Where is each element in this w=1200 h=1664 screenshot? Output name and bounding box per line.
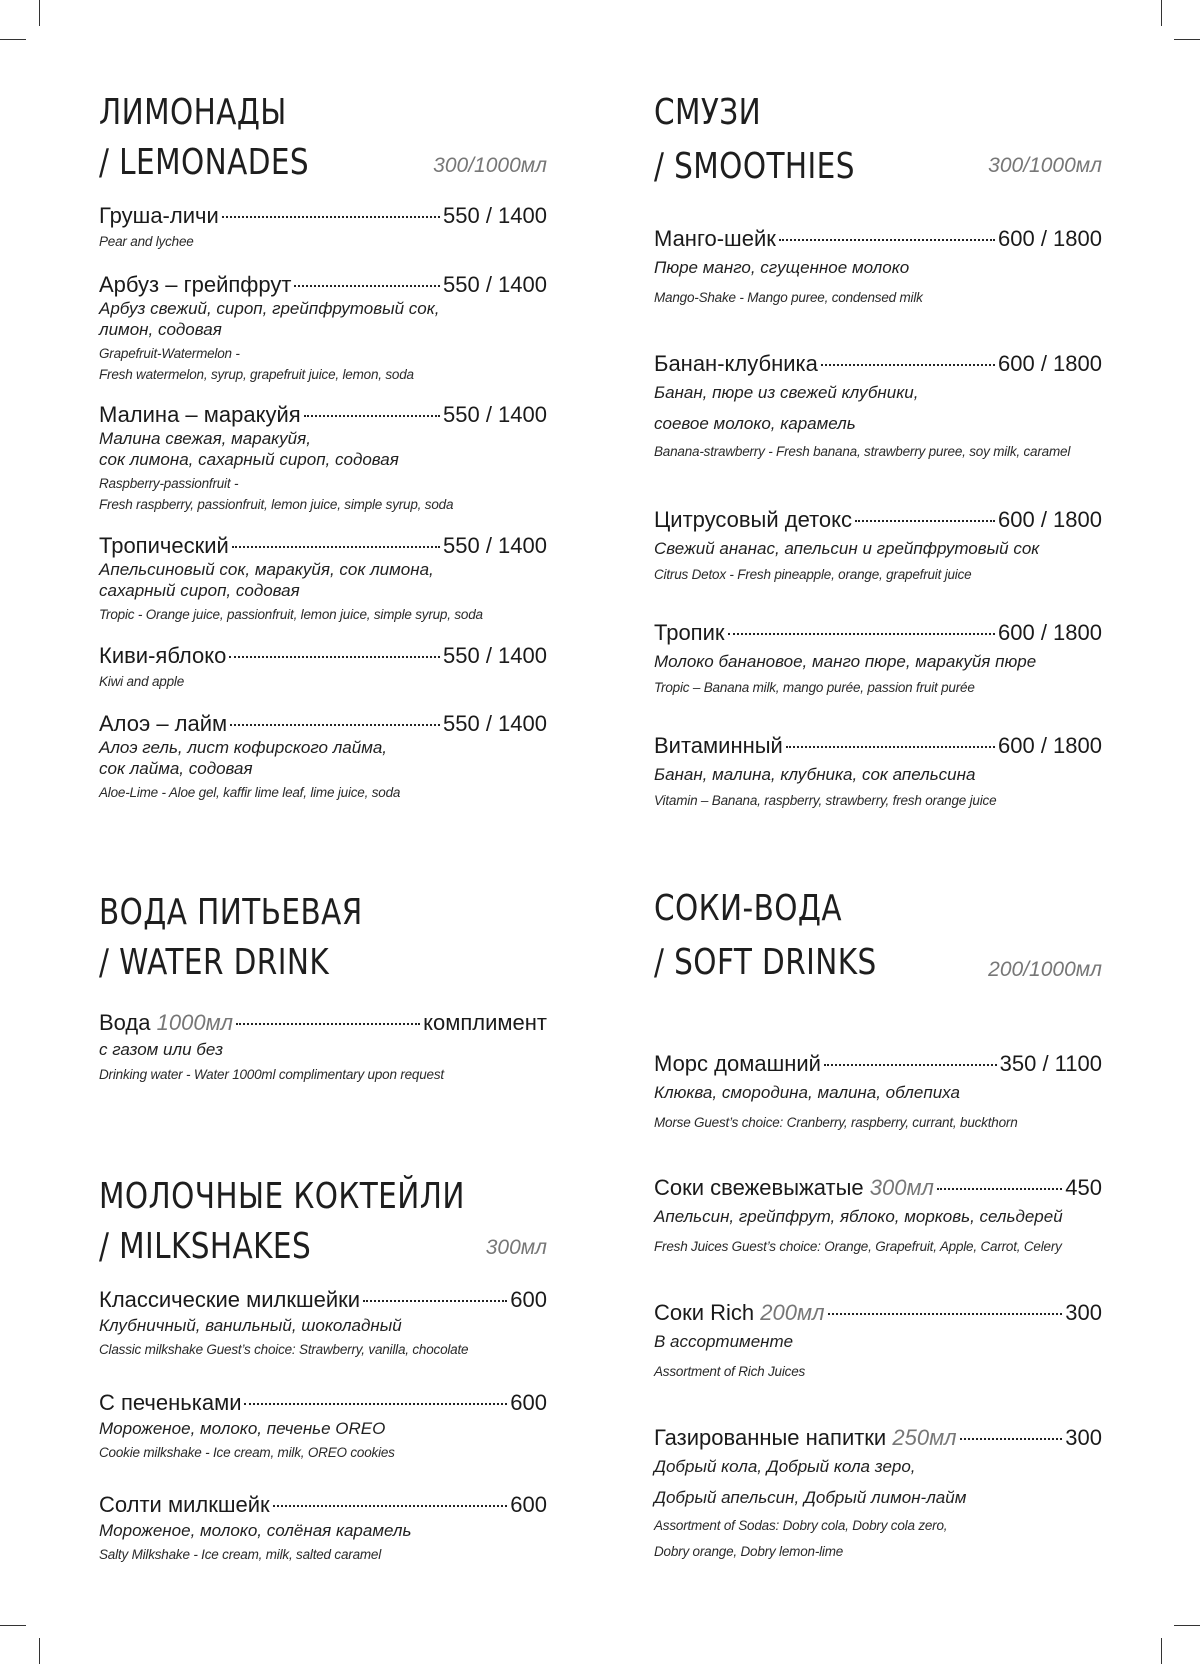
section-title-ru: СМУЗИ bbox=[654, 92, 762, 133]
section-smoothies bbox=[654, 88, 1102, 192]
item-price: 600 / 1800 bbox=[998, 733, 1102, 758]
item-description-ru: Алоэ гель, лист кофирского лайма, bbox=[99, 738, 388, 757]
section-title-en: / MILKSHAKES bbox=[99, 1226, 312, 1267]
item-volume: 1000мл bbox=[156, 1010, 234, 1035]
item-description-en: Classic milkshake Guest’s choice: Strawberry, vanilla, chocolate bbox=[99, 1342, 469, 1357]
item-price: 550 / 1400 bbox=[443, 643, 547, 668]
item-price: 450 bbox=[1065, 1175, 1102, 1200]
item-name: Банан-клубника bbox=[654, 351, 818, 376]
section-title-ru: ВОДА ПИТЬЕВАЯ bbox=[99, 892, 363, 933]
menu-item bbox=[654, 1300, 1102, 1382]
item-name: Соки свежевыжатые 300мл bbox=[654, 1175, 934, 1200]
dot-leader bbox=[821, 364, 995, 366]
item-price: 600 bbox=[510, 1492, 547, 1517]
item-price: 350 / 1100 bbox=[999, 1051, 1102, 1076]
crop-mark bbox=[0, 1625, 26, 1626]
section-title-en: / SOFT DRINKS bbox=[654, 942, 877, 983]
dot-leader bbox=[229, 656, 440, 658]
section-water bbox=[99, 888, 547, 988]
section-title-en: / LEMONADES bbox=[99, 142, 310, 183]
menu-item bbox=[654, 351, 1102, 462]
dot-leader bbox=[728, 633, 996, 635]
item-description-ru: Мороженое, молоко, солёная карамель bbox=[99, 1521, 412, 1540]
item-name: Цитрусовый детокс bbox=[654, 507, 853, 532]
item-description-ru: Клюква, смородина, малина, облепиха bbox=[654, 1083, 960, 1102]
item-price: 300 bbox=[1065, 1300, 1102, 1325]
item-price: 600 / 1800 bbox=[998, 351, 1102, 376]
item-description-ru: соевое молоко, карамель bbox=[654, 414, 856, 433]
menu-item bbox=[654, 507, 1102, 585]
item-description-en: Citrus Detox - Fresh pineapple, orange, grapefruit juice bbox=[654, 567, 972, 582]
crop-mark bbox=[39, 1638, 40, 1664]
menu-item bbox=[99, 1492, 547, 1565]
item-description-ru: с газом или без bbox=[99, 1040, 223, 1059]
section-title-ru: МОЛОЧНЫЕ КОКТЕЙЛИ bbox=[99, 1176, 465, 1217]
item-description-en: Fresh raspberry, passionfruit, lemon juice, simple syrup, soda bbox=[99, 497, 454, 512]
dot-leader bbox=[779, 239, 995, 241]
item-description-ru: сок лайма, содовая bbox=[99, 759, 253, 778]
menu-item bbox=[99, 711, 547, 803]
item-description-en: Drinking water - Water 1000ml complimentary upon request bbox=[99, 1067, 444, 1082]
item-description-en: Mango-Shake - Mango puree, condensed milk bbox=[654, 290, 923, 305]
item-name: Арбуз – грейпфрут bbox=[99, 272, 292, 297]
item-description-en: Vitamin – Banana, raspberry, strawberry, fresh orange juice bbox=[654, 793, 997, 808]
section-title-en: / SMOOTHIES bbox=[654, 146, 855, 187]
item-description-ru: Банан, малина, клубника, сок апельсина bbox=[654, 765, 976, 784]
menu-item bbox=[654, 1051, 1102, 1133]
dot-leader bbox=[232, 546, 440, 548]
menu-item bbox=[654, 226, 1102, 308]
crop-mark bbox=[1174, 39, 1200, 40]
item-description-en: Fresh watermelon, syrup, grapefruit juice, lemon, soda bbox=[99, 367, 414, 382]
item-name: Витаминный bbox=[654, 733, 783, 758]
dot-leader bbox=[937, 1188, 1062, 1190]
item-volume: 250мл bbox=[892, 1425, 957, 1450]
menu-item bbox=[99, 1287, 547, 1360]
dot-leader bbox=[828, 1313, 1063, 1315]
dot-leader bbox=[273, 1505, 508, 1507]
dot-leader bbox=[786, 746, 995, 748]
item-description-ru: сок лимона, сахарный сироп, содовая bbox=[99, 450, 399, 469]
volume-label: 300/1000мл bbox=[433, 154, 547, 177]
item-volume: 300мл bbox=[869, 1175, 934, 1200]
dot-leader bbox=[222, 216, 440, 218]
dot-leader bbox=[230, 724, 440, 726]
menu-item bbox=[99, 402, 547, 515]
item-description-en: Kiwi and apple bbox=[99, 674, 185, 689]
item-price: 600 / 1800 bbox=[998, 507, 1102, 532]
dot-leader bbox=[294, 285, 440, 287]
item-price: 550 / 1400 bbox=[443, 533, 547, 558]
section-title-en: / WATER DRINK bbox=[99, 942, 330, 983]
item-description-ru: Свежий ананас, апельсин и грейпфрутовый сок bbox=[654, 539, 1040, 558]
dot-leader bbox=[855, 520, 995, 522]
menu-item bbox=[99, 533, 547, 625]
crop-mark bbox=[1161, 1638, 1162, 1664]
item-name: Тропик bbox=[654, 620, 725, 645]
item-description-en: Aloe-Lime - Aloe gel, kaffir lime leaf, lime juice, soda bbox=[99, 785, 401, 800]
item-name: Груша-личи bbox=[99, 203, 219, 228]
item-description-en: Dobry orange, Dobry lemon-lime bbox=[654, 1544, 844, 1559]
dot-leader bbox=[960, 1438, 1063, 1440]
item-price: комплимент bbox=[423, 1010, 547, 1035]
section-lemonades bbox=[99, 88, 547, 188]
item-name: Алоэ – лайм bbox=[99, 711, 228, 736]
item-name: Киви-яблоко bbox=[99, 643, 227, 668]
menu-item bbox=[99, 1390, 547, 1463]
section-title-ru: СОКИ-ВОДА bbox=[654, 888, 842, 929]
menu-item bbox=[99, 1010, 547, 1085]
item-description-en: Cookie milkshake - Ice cream, milk, OREO cookies bbox=[99, 1445, 395, 1460]
item-description-ru: Апельсиновый сок, маракуйя, сок лимона, bbox=[99, 560, 434, 579]
volume-label: 300/1000мл bbox=[988, 154, 1102, 177]
menu-item bbox=[654, 620, 1102, 698]
volume-label: 200/1000мл bbox=[988, 958, 1102, 981]
item-price: 550 / 1400 bbox=[443, 711, 547, 736]
item-description-en: Raspberry-passionfruit - bbox=[99, 476, 239, 491]
section-soft-drinks bbox=[654, 884, 1102, 988]
dot-leader bbox=[244, 1403, 507, 1405]
item-description-ru: Добрый апельсин, Добрый лимон-лайм bbox=[654, 1488, 967, 1507]
item-description-ru: Клубничный, ванильный, шоколадный bbox=[99, 1316, 402, 1335]
section-milkshakes bbox=[99, 1172, 547, 1272]
menu-item bbox=[99, 203, 547, 252]
item-price: 600 bbox=[510, 1390, 547, 1415]
menu-item bbox=[654, 733, 1102, 811]
item-price: 600 bbox=[510, 1287, 547, 1312]
item-name: Солти милкшейк bbox=[99, 1492, 270, 1517]
item-description-ru: Мороженое, молоко, печенье OREO bbox=[99, 1419, 386, 1438]
item-name: Манго-шейк bbox=[654, 226, 776, 251]
crop-mark bbox=[1161, 0, 1162, 26]
menu-item bbox=[99, 643, 547, 692]
item-description-en: Assortment of Sodas: Dobry cola, Dobry cola zero, bbox=[654, 1518, 948, 1533]
item-price: 550 / 1400 bbox=[443, 272, 547, 297]
menu-item bbox=[654, 1425, 1102, 1562]
item-description-en: Assortment of Rich Juices bbox=[654, 1364, 806, 1379]
item-description-ru: сахарный сироп, содовая bbox=[99, 581, 300, 600]
item-name: Газированные напитки 250мл bbox=[654, 1425, 957, 1450]
item-description-en: Salty Milkshake - Ice cream, milk, salted caramel bbox=[99, 1547, 382, 1562]
item-description-ru: Добрый кола, Добрый кола зеро, bbox=[654, 1457, 916, 1476]
dot-leader bbox=[363, 1300, 507, 1302]
item-description-en: Banana-strawberry - Fresh banana, strawberry puree, soy milk, caramel bbox=[654, 444, 1071, 459]
item-description-ru: Малина свежая, маракуйя, bbox=[99, 429, 311, 448]
item-description-en: Tropic – Banana milk, mango purée, passion fruit purée bbox=[654, 680, 975, 695]
dot-leader bbox=[304, 415, 440, 417]
dot-leader bbox=[824, 1064, 997, 1066]
item-price: 600 / 1800 bbox=[998, 226, 1102, 251]
item-description-en: Pear and lychee bbox=[99, 234, 194, 249]
menu-item bbox=[654, 1175, 1102, 1257]
item-price: 600 / 1800 bbox=[998, 620, 1102, 645]
item-price: 300 bbox=[1065, 1425, 1102, 1450]
crop-mark bbox=[0, 39, 26, 40]
volume-label: 300мл bbox=[485, 1236, 547, 1259]
item-volume: 200мл bbox=[760, 1300, 825, 1325]
dot-leader bbox=[236, 1023, 420, 1025]
item-price: 550 / 1400 bbox=[443, 402, 547, 427]
item-name: Тропический bbox=[99, 533, 229, 558]
item-name: С печеньками bbox=[99, 1390, 242, 1415]
item-name: Малина – маракуйя bbox=[99, 402, 301, 427]
item-description-ru: Молоко банановое, манго пюре, маракуйя пюре bbox=[654, 652, 1037, 671]
item-price: 550 / 1400 bbox=[443, 203, 547, 228]
item-description-en: Grapefruit-Watermelon - bbox=[99, 346, 240, 361]
section-title-ru: ЛИМОНАДЫ bbox=[99, 92, 287, 133]
menu-item bbox=[99, 272, 547, 385]
item-name: Классические милкшейки bbox=[99, 1287, 361, 1312]
item-description-en: Fresh Juices Guest’s choice: Orange, Grapefruit, Apple, Carrot, Celery bbox=[654, 1239, 1062, 1254]
item-name: Морс домашний bbox=[654, 1051, 821, 1076]
crop-mark bbox=[1174, 1625, 1200, 1626]
item-description-ru: Пюре манго, сгущенное молоко bbox=[654, 258, 910, 277]
item-description-ru: лимон, содовая bbox=[99, 320, 222, 339]
item-description-ru: Апельсин, грейпфрут, яблоко, морковь, сельдерей bbox=[654, 1207, 1063, 1226]
crop-mark bbox=[39, 0, 40, 26]
item-name: Соки Rich 200мл bbox=[654, 1300, 825, 1325]
item-description-en: Morse Guest’s choice: Cranberry, raspberry, currant, buckthorn bbox=[654, 1115, 1018, 1130]
item-description-ru: В ассортименте bbox=[654, 1332, 794, 1351]
item-name: Вода 1000мл bbox=[99, 1010, 234, 1035]
item-description-ru: Арбуз свежий, сироп, грейпфрутовый сок, bbox=[99, 299, 440, 318]
item-description-en: Tropic - Orange juice, passionfruit, lemon juice, simple syrup, soda bbox=[99, 607, 483, 622]
item-description-ru: Банан, пюре из свежей клубники, bbox=[654, 383, 919, 402]
